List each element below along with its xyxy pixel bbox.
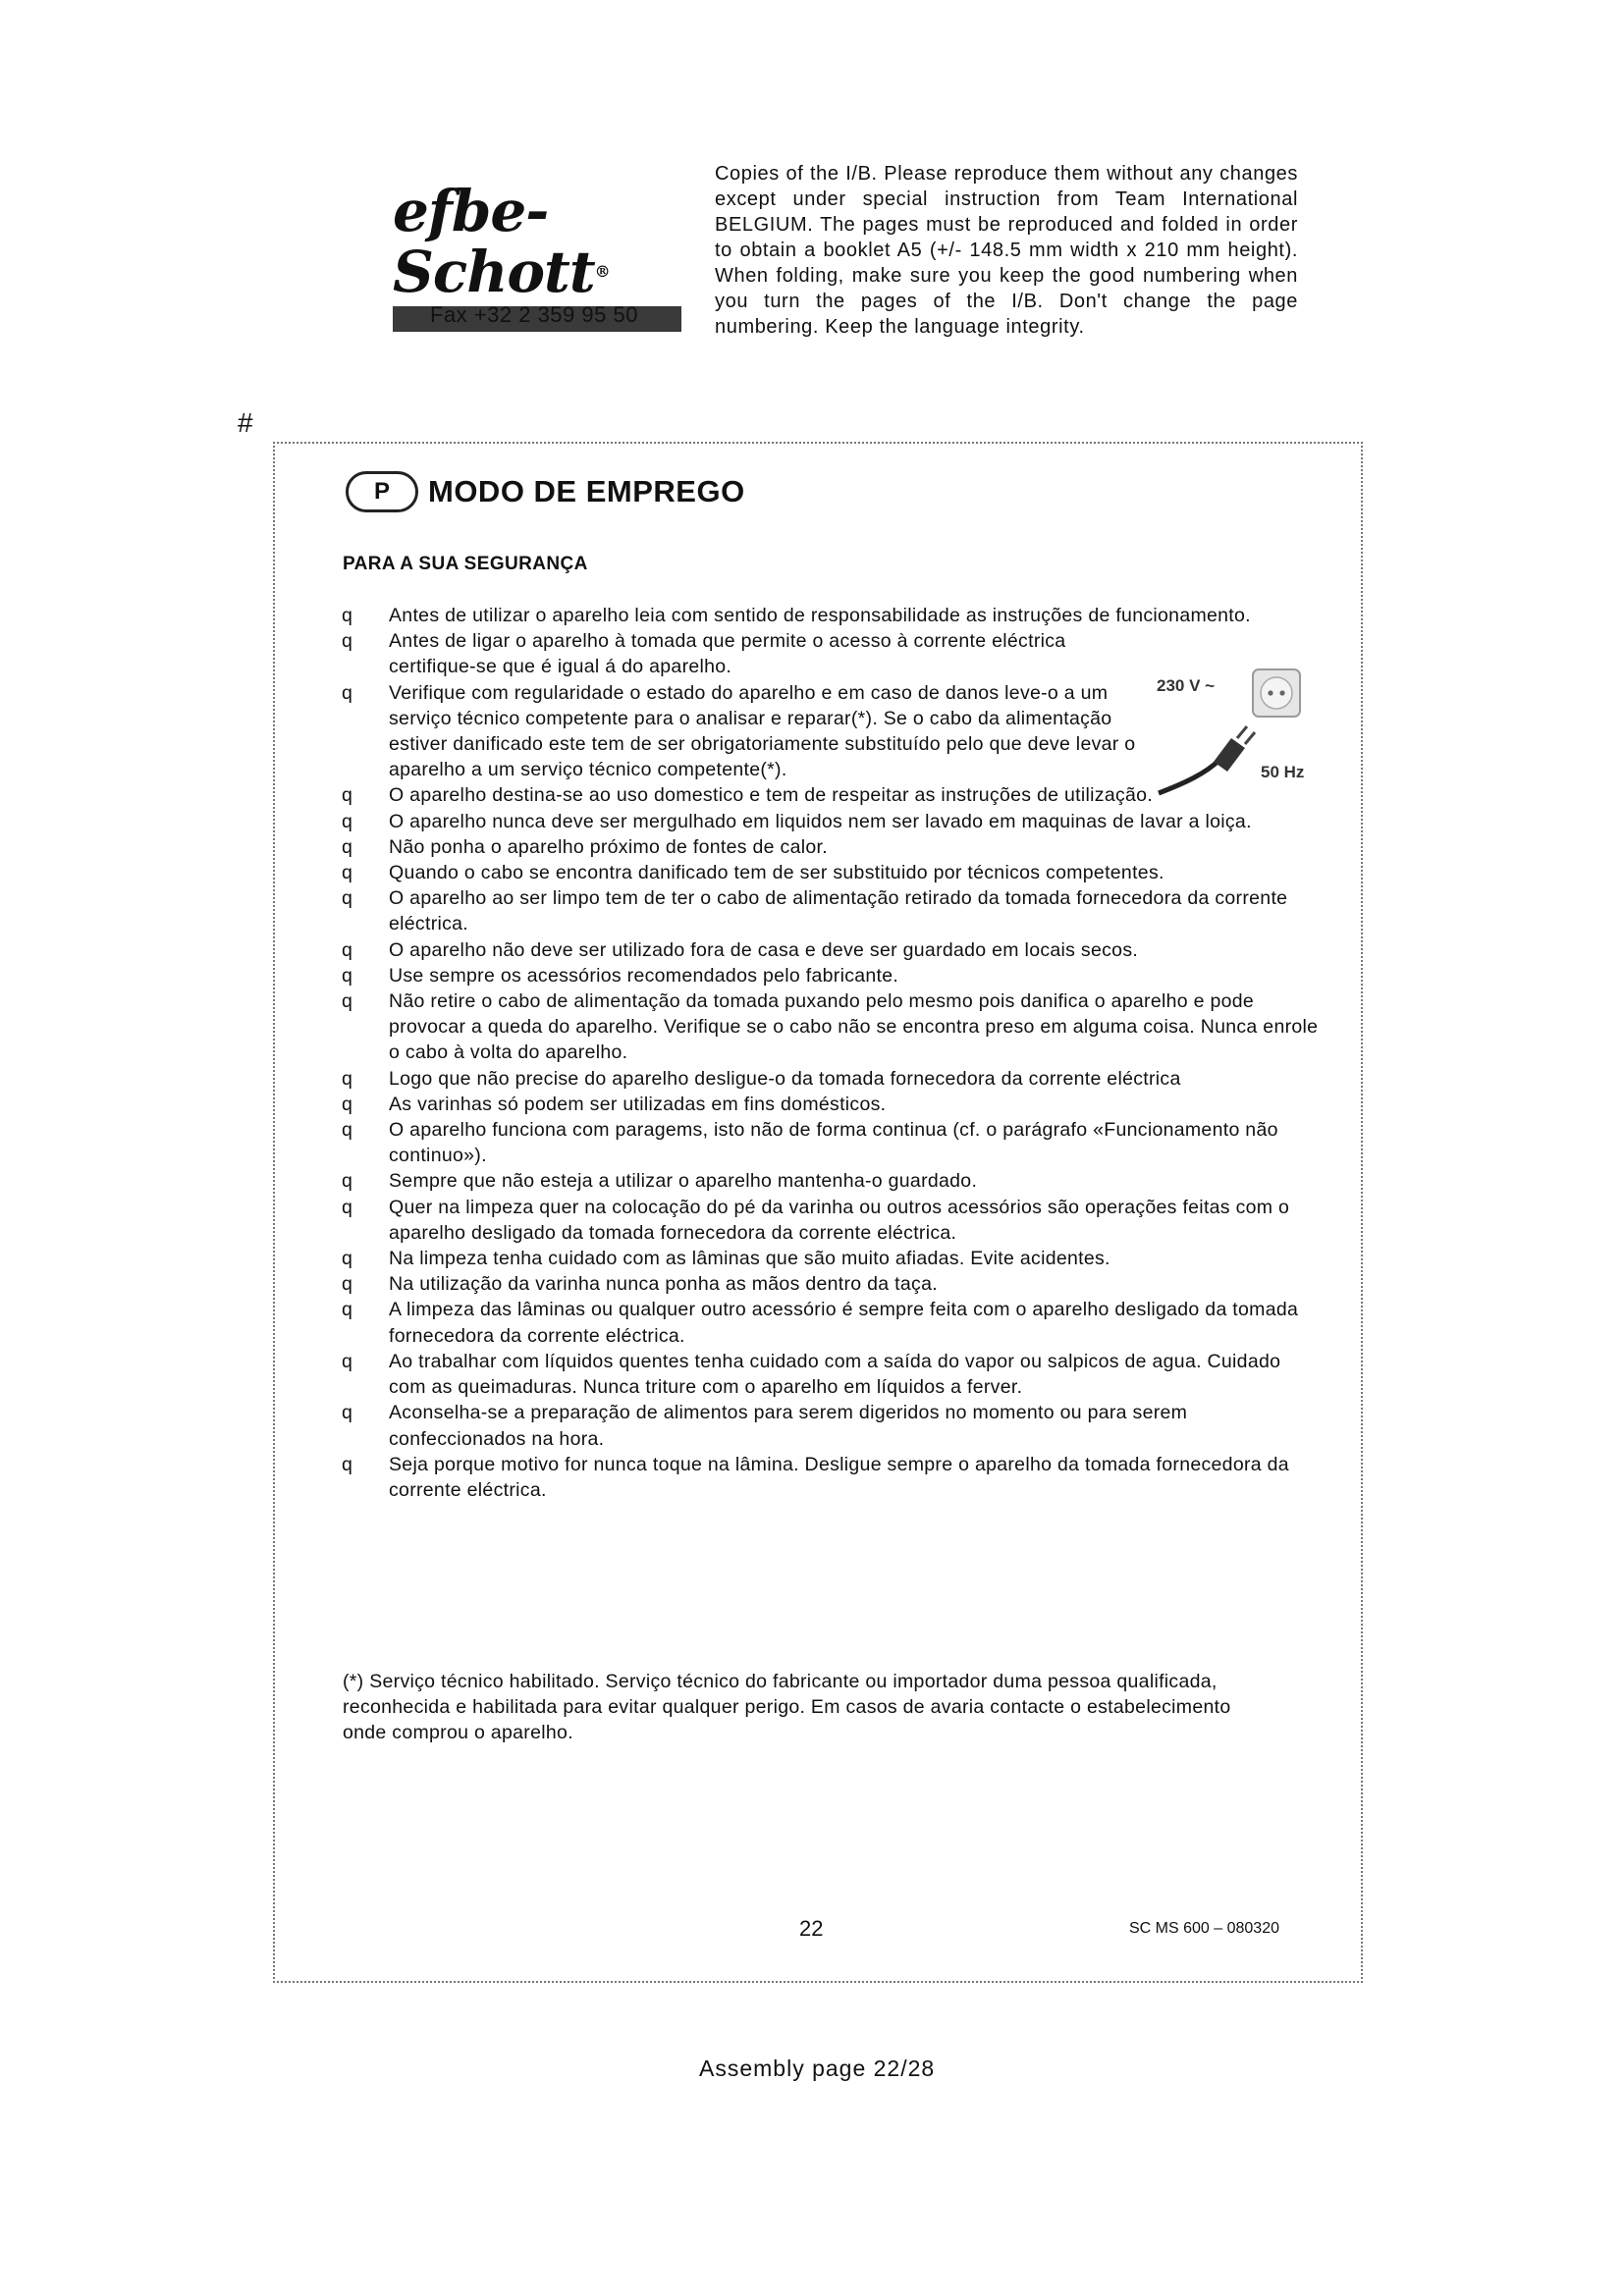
list-item [340, 963, 1322, 988]
list-item-text: O aparelho funciona com paragems, isto não de forma continua (cf. o parágrafo «Funcionamento não continuo»). [389, 1119, 1278, 1167]
plug-frequency-label: 50 Hz [1261, 763, 1305, 781]
list-item-text: Seja porque motivo for nunca toque na lâmina. Desligue sempre o aparelho da tomada fornecedora da corrente eléctrica. [389, 1453, 1289, 1501]
bullet-marker: q [342, 784, 353, 807]
list-item-text: O aparelho não deve ser utilizado fora de casa e deve ser guardado em locais secos. [389, 938, 1139, 961]
brand-logo-text: efbe-Schott® [393, 178, 610, 305]
list-item-text: Logo que não precise do aparelho desligue-o da tomada fornecedora da corrente eléctrica [389, 1067, 1181, 1090]
list-item [340, 628, 1145, 679]
assembly-page: Assembly page 22/28 [699, 2056, 936, 2081]
list-item-text: Sempre que não esteja a utilizar o aparelho mantenha-o guardado. [389, 1170, 978, 1193]
list-item-text: O aparelho ao ser limpo tem de ter o cabo de alimentação retirado da tomada fornecedora da corrente eléctrica. [389, 887, 1288, 935]
bullet-marker: q [342, 605, 353, 626]
list-item-text: Antes de utilizar o aparelho leia com sentido de responsabilidade as instruções de funcionamento. [389, 605, 1251, 626]
bullet-marker: q [342, 1248, 353, 1270]
bullet-marker: q [342, 1196, 353, 1218]
list-item [340, 834, 1322, 860]
bullet-marker: q [342, 1170, 353, 1193]
list-item-text: Quer na limpeza quer na colocação do pé da varinha ou outros acessórios são operações feitas com o aparelho desligado da tomada fornecedora da corrente eléctrica. [389, 1196, 1290, 1244]
list-item-text: Antes de ligar o aparelho à tomada que permite o acesso à corrente eléctrica certifique-se que é igual á do aparelho. [389, 630, 1066, 678]
language-badge: P [346, 471, 418, 512]
bullet-marker: q [342, 1350, 353, 1372]
reproduction-notice: Copies of the I/B. Please reproduce them without any changes except under special instruction from Team International BELGIUM. The pages must be reproduced and folded in order to obtain a booklet A5 (+/- 148.5 mm width x 210 mm height). When folding, make sure you keep the good numbering when you turn the pages of the I/B. Don't change the page numbering. Keep the language integrity. [715, 163, 1298, 338]
service-footnote: (*) Serviço técnico habilitado. Serviço técnico do fabricante ou importador duma pessoa qualificada, reconhecida e habilitada para evitar qualquer perigo. Em casos de avaria contacte o estabelecimento onde comprou o aparelho. [343, 1671, 1231, 1743]
list-item [340, 1195, 1322, 1246]
bullet-marker: q [342, 1402, 353, 1424]
bullet-marker: q [342, 681, 353, 704]
bullet-marker: q [342, 1273, 353, 1296]
page-number: 22 [799, 1916, 824, 1941]
list-item-text: Aconselha-se a preparação de alimentos para serem digeridos no momento ou para serem confeccionados na hora. [389, 1402, 1188, 1450]
bullet-marker: q [342, 887, 353, 910]
bullet-marker: q [342, 1093, 353, 1115]
list-item-text: A limpeza das lâminas ou qualquer outro acessório é sempre feita com o aparelho desligado da tomada fornecedora da corrente eléctrica. [389, 1299, 1299, 1347]
document-code: SC MS 600 – 080320 [1129, 1920, 1279, 1937]
list-item-text: Quando o cabo se encontra danificado tem de ser substituido por técnicos competentes. [389, 862, 1164, 884]
bullet-marker: q [342, 1299, 353, 1321]
bullet-marker: q [342, 1067, 353, 1090]
page-marker: # [238, 407, 253, 438]
list-item [340, 1271, 1322, 1297]
list-item [340, 937, 1322, 963]
bullet-marker: q [342, 1453, 353, 1475]
list-item-text: Verifique com regularidade o estado do aparelho e em caso de danos leve-o a um serviço técnico competente para o analisar e reparar(*). Se o cabo da alimentação estiver danificado este tem de ser obrigatoriamente substituído pelo que deve levar o aparelho a um serviço técnico competente(*). [389, 681, 1136, 781]
list-item [340, 1349, 1322, 1400]
list-item [340, 1168, 1322, 1194]
list-item-text: Na utilização da varinha nunca ponha as mãos dentro da taça. [389, 1273, 938, 1296]
bullet-marker: q [342, 835, 353, 858]
list-item [340, 809, 1322, 834]
bullet-marker: q [342, 810, 353, 832]
list-item [340, 1117, 1322, 1168]
list-item-text: O aparelho nunca deve ser mergulhado em liquidos nem ser lavado em maquinas de lavar a loiça. [389, 810, 1252, 832]
list-item [340, 860, 1322, 885]
bullet-marker: q [342, 938, 353, 961]
list-item [340, 1066, 1322, 1092]
plug-voltage-label: 230 V ~ [1157, 676, 1216, 695]
list-item [340, 680, 1145, 783]
bullet-marker: q [342, 964, 353, 987]
list-item [340, 1092, 1322, 1117]
list-item-text: As varinhas só podem ser utilizadas em fins domésticos. [389, 1093, 887, 1115]
list-item-text: O aparelho destina-se ao uso domestico e tem de respeitar as instruções de utilização. [389, 784, 1154, 807]
safety-subtitle: PARA A SUA SEGURANÇA [343, 554, 588, 574]
plug-socket-icon [1155, 664, 1308, 801]
list-item-text: Não ponha o aparelho próximo de fontes de calor. [389, 835, 828, 858]
bullet-marker: q [342, 630, 353, 653]
fax-number: Fax +32 2 359 95 50 [430, 302, 638, 327]
list-item [340, 885, 1322, 936]
section-heading [346, 471, 745, 512]
bullet-marker: q [342, 862, 353, 884]
list-item [340, 1297, 1322, 1348]
list-item-text: Ao trabalhar com líquidos quentes tenha cuidado com a saída do vapor ou salpicos de agua. Cuidado com as queimaduras. Nunca triture com o aparelho em líquidos a ferver. [389, 1350, 1281, 1399]
list-item [340, 603, 1322, 628]
bullet-marker: q [342, 1119, 353, 1142]
list-item [340, 1246, 1322, 1271]
bullet-marker: q [342, 990, 353, 1013]
list-item-text: Use sempre os acessórios recomendados pelo fabricante. [389, 964, 899, 987]
list-item [340, 1400, 1322, 1451]
list-item [340, 988, 1322, 1066]
list-item-text: Não retire o cabo de alimentação da tomada puxando pelo mesmo pois danifica o aparelho e pode provocar a queda do aparelho. Verifique se o cabo não se encontra preso em alguma coisa. Nunca enrole o cabo à volta do aparelho. [389, 990, 1319, 1064]
section-title: MODO DE EMPREGO [428, 474, 745, 508]
list-item-text: Na limpeza tenha cuidado com as lâminas que são muito afiadas. Evite acidentes. [389, 1248, 1110, 1270]
list-item [340, 1452, 1322, 1503]
